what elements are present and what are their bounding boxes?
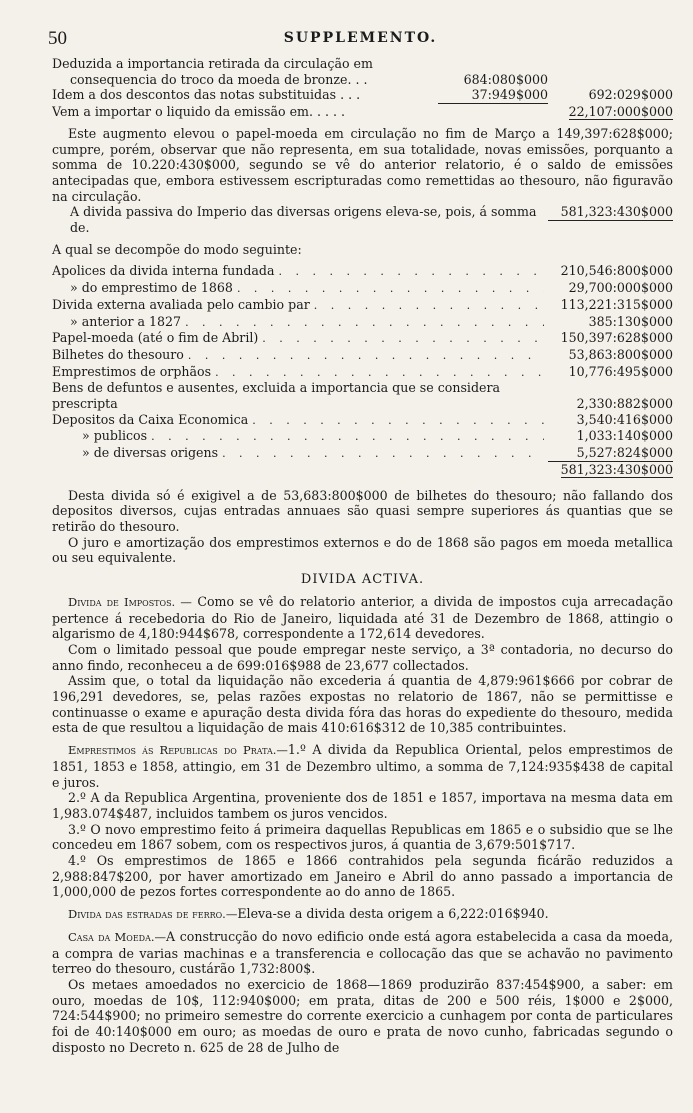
paragraph: Divida das estradas de ferro.—Eleva-se a divida desta origem a 6,222:016$940. — [68, 906, 549, 922]
running-title: SUPPLEMENTO. — [283, 30, 438, 46]
deduction-total: 692:029$000 — [588, 87, 673, 103]
table-row: Emprestimos de orphãos . . . 10,776:495$000 — [52, 364, 673, 381]
paragraph: Assim que, o total da liquidação não excederia á quantia de 4,879:961$666 por cobrar de 196,291 devedores, se, pelas razões expostas no relatorio de 1867, não se permittisse e continuasse o exame e apuração desta divida fóra das horas do expediente do thesouro, medida esta de que resultou a liquidação de mais 410:616$312 de 10,385 contribuintes. — [52, 673, 673, 736]
paragraph: Desta divida só é exigivel a de 53,683:800$000 de bilhetes do thesouro; não fallando dos depositos diversos, cujas entradas annuaes são quasi sempre superiores ás quantias que se retirão do thesouro. — [52, 487, 673, 534]
table-row: » publicos . . . 1,033:140$000 — [52, 428, 673, 445]
paragraph: Casa da Moeda.—A construcção do novo edificio onde está agora estabelecida a casa da moeda, a compra de varias machinas e a transferencia e collocação das que se achavão no pavimento terreo do thesouro, custárão 1,732:800$. — [52, 928, 673, 977]
emission-line: consequencia do troco da moeda de bronze. . . 684:080$000 — [70, 71, 548, 87]
debt-total: 581,323:430$000 — [560, 461, 673, 477]
page-header — [48, 28, 673, 54]
paragraph: O juro e amortização dos emprestimos externos e do de 1868 são pagos em moeda metallica ou seu equivalente. — [52, 534, 673, 566]
table-row: » anterior a 1827 . . . 385:130$000 — [52, 314, 673, 331]
section-title: DIVIDA ACTIVA. — [300, 572, 425, 588]
paragraph-heading: Emprestimos ás Republicas do Prata.— — [68, 743, 288, 758]
paragraph: 2.º A da Republica Argentina, proveniente dos de 1851 e 1857, importava na mesma data em 1,983.074$487, incluidos tambem os juros vencidos. — [52, 790, 673, 821]
paragraph: Este augmento elevou o papel-moeda em circulação no fim de Março a 149,397:628$000; cumpre, porém, observar que não representa, em sua totalidade, novas emissões, porquanto a somma de 10.220:430$000, segundo se vê do anterior relatorio, é o saldo de emissões antecipadas que, embora estivessem escripturadas como remettidas ao thesouro, não figuravão na circulação. — [52, 125, 673, 204]
decompose-intro: A qual se decompõe do modo seguinte: — [52, 241, 302, 257]
net-emission-amount: 22,107:000$000 — [568, 104, 673, 120]
table-row: Depositos da Caixa Economica . . . 3,540:416$000 — [52, 412, 673, 429]
paragraph-heading: Divida de Impostos. — — [68, 594, 192, 609]
passive-debt-amount: 581,323:430$000 — [548, 204, 673, 221]
paragraph: Divida de Impostos. — Como se vê do relatorio anterior, a divida de impostos cuja arrecadação pertence á recebedoria do Rio de Janeiro, liquidada até 31 de Dezembro de 1868, attingio o algarismo de 4,180:944$678, correspondente a 172,614 devedores. — [52, 593, 673, 642]
paragraph: Com o limitado pessoal que poude empregar neste serviço, a 3ª contadoria, no decurso do anno findo, reconheceu a de 699:016$988 de 23,677 collectados. — [52, 641, 673, 673]
page-body — [52, 56, 673, 1055]
paragraph: Emprestimos ás Republicas do Prata.—1.º A divida da Republica Oriental, pelos emprestimos de 1851, 1853 e 1858, attingio, em 31 de Dezembro ultimo, a somma de 7,124:935$438 de capital e juros. — [52, 742, 673, 790]
page-number: 50 — [48, 28, 67, 49]
paragraph: 4.º Os emprestimos de 1865 e 1866 contrahidos pela segunda ficárão reduzidos a 2,988:847$200, por haver amortizado em Janeiro e Abril do anno passado a importancia de 1,000,000 de pezos fortes correspondente ao do anno de 1865. — [52, 853, 673, 900]
emission-line: Deduzida a importancia retirada da circulação em — [52, 56, 373, 71]
paragraph-heading: Casa da Moeda.— — [68, 929, 167, 944]
table-row: » do emprestimo de 1868 . . . 29,700:000$000 — [52, 280, 673, 297]
debt-table — [52, 263, 673, 477]
emission-line: Idem a dos descontos das notas substituidas . . . 37:949$000 692:029$000 — [52, 87, 673, 103]
bronze-amount: 684:080$000 — [463, 71, 548, 87]
discount-amount: 37:949$000 — [438, 87, 548, 104]
table-row: Apolices da divida interna fundada . . . 210,546:800$000 — [52, 263, 673, 280]
table-row: Bens de defuntos e ausentes, excluida a importancia que se considera prescripta 2,330:882$000 — [52, 380, 673, 412]
emission-line: Vem a importar o liquido da emissão em. . . . . 22,107:000$000 — [52, 104, 673, 120]
table-row: Divida externa avaliada pelo cambio par . . . 113,221:315$000 — [52, 297, 673, 314]
table-row: Papel-moeda (até o fim de Abril) . . . 150,397:628$000 — [52, 330, 673, 347]
table-total-row — [52, 462, 673, 478]
table-row: Bilhetes do thesouro . . . 53,863:800$000 — [52, 347, 673, 364]
paragraph: Os metaes amoedados no exercicio de 1868—1869 produzirão 837:454$900, a saber: em ouro, moedas de 10$, 112:940$000; em prata, ditas de 200 e 500 réis, 1$000 e 2$000, 724:544$900; no primeiro semestre do corrente exercicio a cunhagem por conta de particulares foi de 40:140$000 em ouro; as moedas de ouro e prata de novo cunho, fabricadas segundo o disposto no Decreto n. 625 de 28 de Julho de — [52, 976, 673, 1055]
paragraph: 3.º O novo emprestimo feito á primeira daquellas Republicas em 1865 e o subsidio que se lhe concedeu em 1867 sobem, com os respectivos juros, á quantia de 3,679:501$717. — [52, 821, 673, 853]
paragraph-heading: Divida das estradas de ferro.— — [68, 907, 238, 922]
passive-debt-line: A divida passiva do Imperio das diversas origens eleva-se, pois, á somma de. 581,323:430$000 — [70, 204, 673, 236]
table-row: » de diversas origens . . . 5,527:824$000 — [52, 445, 673, 462]
